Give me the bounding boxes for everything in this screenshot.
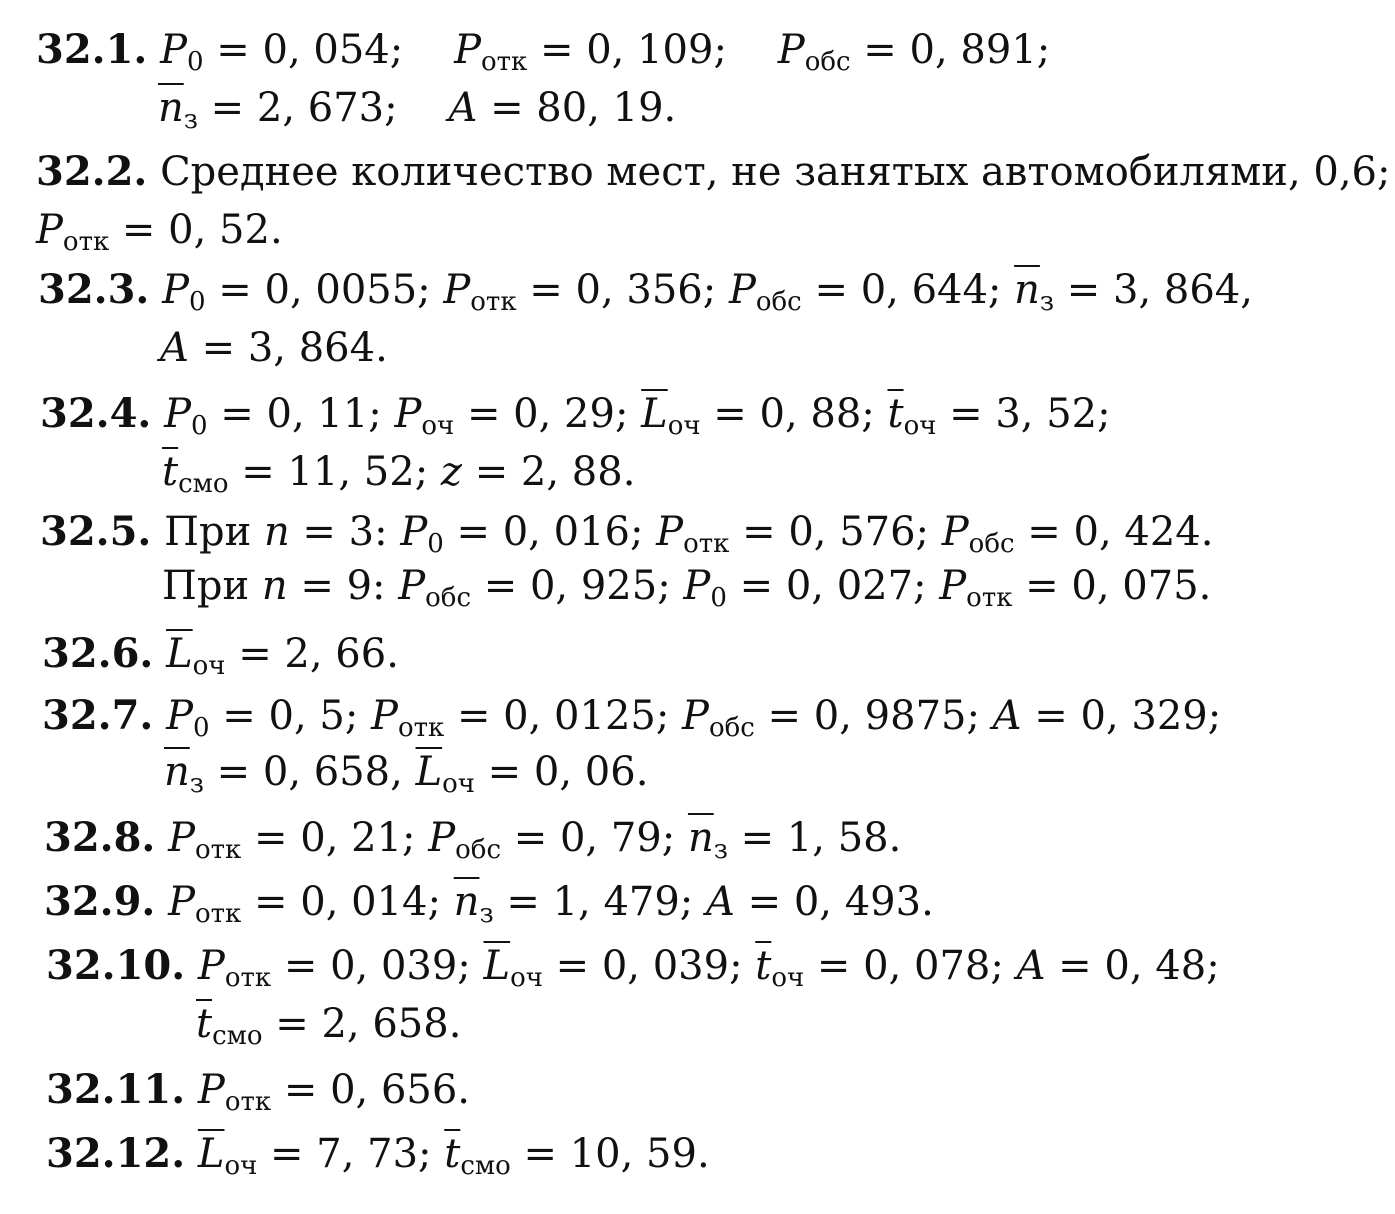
- answer-text: $P_0 = 0$, 11; $P_{оч} = 0$, 29; $\overline{L}_{оч} = 0$, 88; $\overline{t}_{оч} = 3$, 52;: [164, 391, 1111, 441]
- answer-32-1-line-1: [36, 26, 1051, 77]
- answer-text: $\overline{n}_з = 2$, 673; A = 80, 19.: [158, 85, 677, 135]
- answer-text: $P_0 = 0$, 054; $P_{отк} = 0$, 109; $P_{обс} = 0$, 891;: [160, 27, 1051, 77]
- answer-number: 32.8.: [44, 814, 156, 861]
- answer-text: $\overline{n}_з = 0$, 658, $\overline{L}_{оч} = 0$, 06.: [164, 749, 649, 799]
- answer-text: $P_{отк} = 0$, 039; $\overline{L}_{оч} = 0$, 039; $\overline{t}_{оч} = 0$, 078; A = 0, 48;: [197, 943, 1220, 993]
- answer-number: 32.9.: [44, 878, 156, 925]
- answer-32-5-line-2: [162, 562, 1212, 613]
- answer-32-11-line-1: [46, 1066, 471, 1117]
- answer-number: 32.10.: [46, 942, 186, 989]
- answer-number: 32.11.: [46, 1066, 186, 1113]
- answer-32-4-line-2: [162, 448, 636, 499]
- answer-number: 32.1.: [36, 26, 148, 73]
- answer-number: 32.6.: [42, 630, 154, 677]
- answer-32-7-line-1: [42, 692, 1222, 743]
- answer-text: При n = 3: $P_0 = 0$, 016; $P_{отк} = 0$, 576; $P_{обс} = 0$, 424.: [164, 509, 1214, 559]
- answer-number: 32.3.: [38, 266, 150, 313]
- answer-text: $P_0 = 0$, 5; $P_{отк} = 0$, 0125; $P_{обс} = 0$, 9875; A = 0, 329;: [166, 693, 1222, 743]
- answer-32-12-line-1: [46, 1130, 710, 1181]
- answer-32-10-line-2: [196, 1000, 462, 1051]
- answer-32-3-line-1: [38, 266, 1253, 317]
- answer-32-6-line-1: [42, 630, 399, 681]
- answer-32-1-line-2: [158, 84, 677, 135]
- answer-32-5-line-1: [40, 508, 1214, 559]
- answer-text: $\overline{t}_{смо} = 11$, 52; z = 2, 88.: [162, 449, 636, 499]
- answer-32-7-line-2: [164, 748, 649, 799]
- answer-32-2-line-2: [36, 206, 283, 257]
- answer-text: $P_{отк} = 0$, 014; $\overline{n}_з = 1$, 479; A = 0, 493.: [168, 879, 934, 929]
- answer-text: При n = 9: $P_{обс} = 0$, 925; $P_0 = 0$, 027; $P_{отк} = 0$, 075.: [162, 563, 1212, 613]
- answer-text: $P_{отк} = 0$, 52.: [36, 207, 283, 257]
- answer-text: Среднее количество мест, не занятых автомобилями, 0,6;: [160, 149, 1391, 195]
- answer-32-8-line-1: [44, 814, 902, 865]
- answer-text: $P_{отк} = 0$, 21; $P_{обс} = 0$, 79; $\overline{n}_з = 1$, 58.: [168, 815, 902, 865]
- answer-number: 32.5.: [40, 508, 152, 555]
- answer-text: A = 3, 864.: [160, 325, 388, 371]
- answer-text: $\overline{L}_{оч} = 7$, 73; $\overline{t}_{смо} = 10$, 59.: [197, 1131, 710, 1181]
- answer-text: $P_0 = 0$, 0055; $P_{отк} = 0$, 356; $P_{обс} = 0$, 644; $\overline{n}_з = 3$, 864,: [162, 267, 1253, 317]
- answer-32-9-line-1: [44, 878, 934, 929]
- answer-32-10-line-1: [46, 942, 1220, 993]
- answer-text: $\overline{L}_{оч} = 2$, 66.: [166, 631, 399, 681]
- answer-32-2-line-1: [36, 148, 1390, 196]
- answer-32-3-line-2: [160, 324, 388, 372]
- answer-text: $\overline{t}_{смо} = 2$, 658.: [196, 1001, 462, 1051]
- answer-32-4-line-1: [40, 390, 1111, 441]
- answer-number: 32.2.: [36, 148, 148, 195]
- answer-text: $P_{отк} = 0$, 656.: [197, 1067, 471, 1117]
- answer-number: 32.7.: [42, 692, 154, 739]
- answer-number: 32.4.: [40, 390, 152, 437]
- answer-number: 32.12.: [46, 1130, 186, 1177]
